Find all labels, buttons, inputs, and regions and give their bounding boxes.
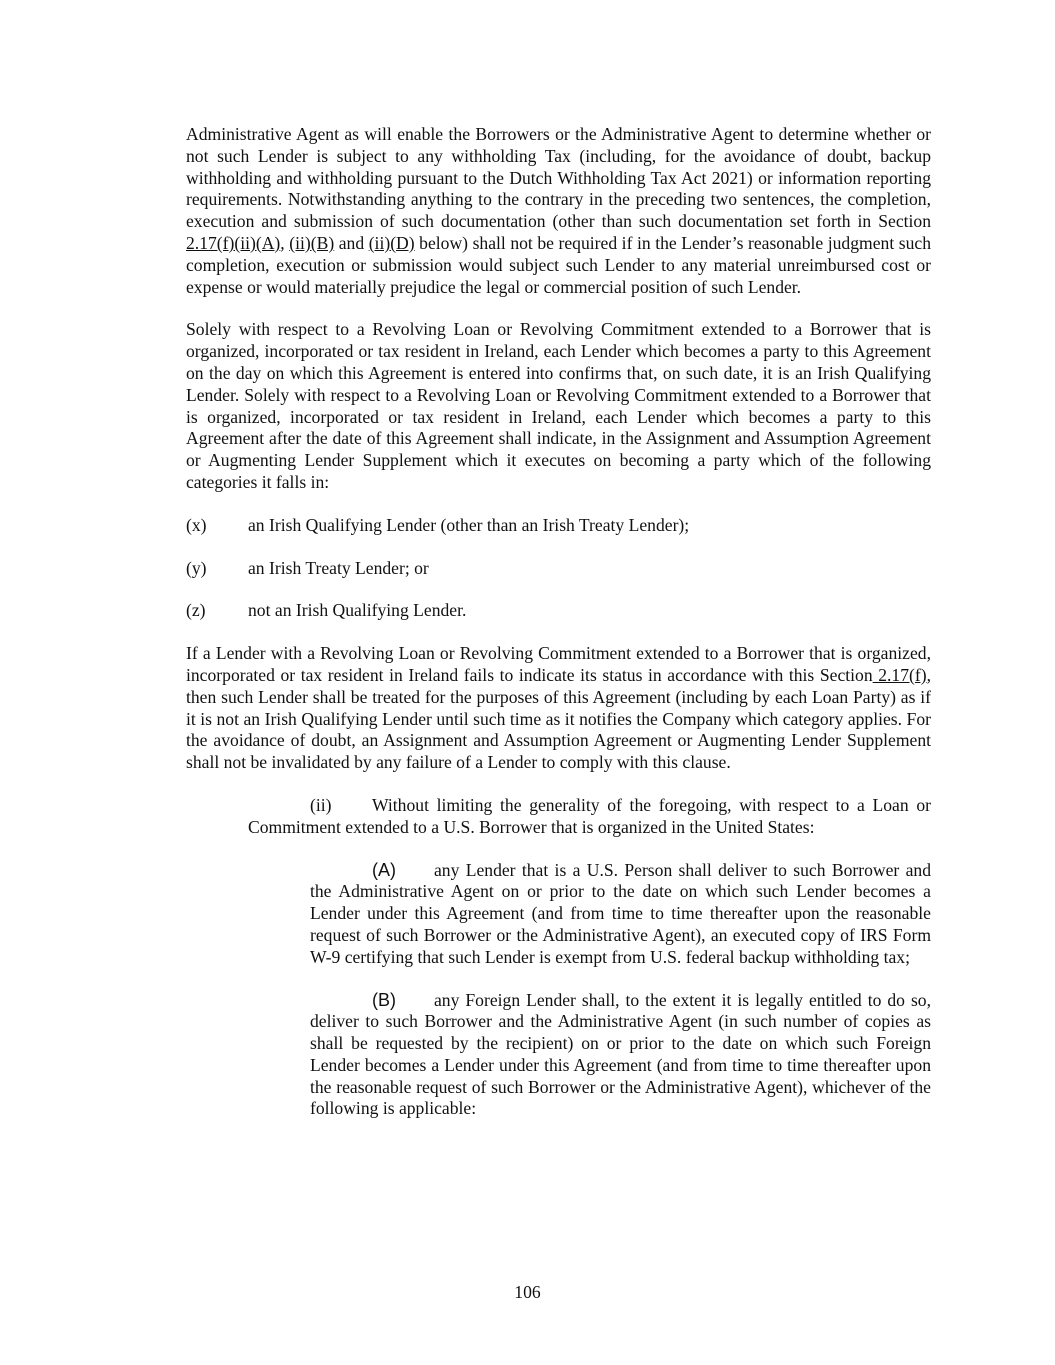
clause-ii: [248, 795, 931, 839]
paragraph-text: Administrative Agent as will enable the Borrowers or the Administrative Agent to determine whether or not such Lender is subject to any withholding Tax (including, for the avoidance of doubt, backup withholding and withholding pursuant to the Dutch Withholding Tax Act 2021) or information reporting requirements. Notwithstanding anything to the contrary in the preceding two sentences, the completion, execution and submission of such documentation (other than such documentation set forth in Section: [186, 124, 931, 232]
paragraph-text: and: [334, 232, 369, 253]
clause-number: (A): [372, 859, 396, 880]
section-reference-2-17-f-ii-a[interactable]: 2.17(f)(ii)(A): [186, 232, 281, 253]
section-reference-ii-d[interactable]: (ii)(D): [368, 232, 415, 253]
list-label: (y): [186, 557, 207, 578]
section-reference-2-17-f[interactable]: 2.17(f): [872, 664, 927, 685]
list-text: an Irish Treaty Lender; or: [248, 557, 429, 578]
document-page: [186, 124, 931, 1120]
clause-number: (ii): [310, 794, 332, 815]
page-number: 106: [514, 1282, 541, 1302]
clause-b: [310, 990, 931, 1121]
clause-number: (B): [372, 989, 396, 1010]
list-text: an Irish Qualifying Lender (other than an Irish Treaty Lender);: [248, 514, 690, 535]
list-item-y: [186, 558, 931, 580]
clause-text: any Lender that is a U.S. Person shall deliver to such Borrower and the Administrative Agent on or prior to the date on which such Lender becomes a Lender under this Agreement (and from time to time thereafter upon the reasonable request of such Borrower or the Administrative Agent), an executed copy of IRS Form W-9 certifying that such Lender is exempt from U.S. federal backup withholding tax;: [310, 859, 931, 967]
list-item-x: [186, 515, 931, 537]
list-item-z: [186, 600, 931, 622]
paragraph-text: If a Lender with a Revolving Loan or Revolving Commitment extended to a Borrower that is organized, incorporated or tax resident in Ireland fails to indicate its status in accordance with this Section: [186, 643, 931, 685]
clause-text: any Foreign Lender shall, to the extent it is legally entitled to do so, deliver to such Borrower and the Administrative Agent (in such number of copies as shall be requested by the recipient) on or prior to the date on which such Foreign Lender becomes a Lender under this Agreement (and from time to time thereafter upon the reasonable request of such Borrower or the Administrative Agent), whichever of the following is applicable:: [310, 989, 931, 1119]
paragraph-text: ,: [280, 232, 290, 253]
paragraph-text: below) shall not be required if in the Lender’s reasonable judgment such completion, execution or submission would subject such Lender to any material unreimbursed cost or expense or would materially prejudice the legal or commercial position of such Lender.: [186, 232, 932, 297]
paragraph-documentation: [186, 124, 931, 298]
list-label: (x): [186, 514, 207, 535]
list-label: (z): [186, 600, 206, 621]
list-text: not an Irish Qualifying Lender.: [248, 600, 467, 621]
clause-text: Without limiting the generality of the foregoing, with respect to a Loan or Commitment extended to a U.S. Borrower that is organized in the United States:: [248, 794, 931, 837]
clause-a: [310, 860, 931, 969]
paragraph-failure-to-indicate: [186, 643, 931, 774]
paragraph-text: , then such Lender shall be treated for the purposes of this Agreement (including by each Loan Party) as if it is not an Irish Qualifying Lender until such time as it notifies the Company which category applies. For the avoidance of doubt, an Assignment and Assumption Agreement or Augmenting Lender Supplement shall not be invalidated by any failure of a Lender to comply with this clause.: [186, 664, 931, 773]
section-reference-ii-b[interactable]: (ii)(B): [289, 232, 335, 253]
paragraph-irish-lender: Solely with respect to a Revolving Loan or Revolving Commitment extended to a Borrower that is organized, incorporated or tax resident in Ireland, each Lender which becomes a party to this Agreement on the day on which this Agreement is entered into confirms that, on such date, it is an Irish Qualifying Lender. Solely with respect to a Revolving Loan or Revolving Commitment extended to a Borrower that is organized, incorporated or tax resident in Ireland, each Lender which becomes a party to this Agreement after the date of this Agreement shall indicate, in the Assignment and Assumption Agreement or Augmenting Lender Supplement which it executes on becoming a party which of the following categories it falls in:: [186, 319, 931, 492]
